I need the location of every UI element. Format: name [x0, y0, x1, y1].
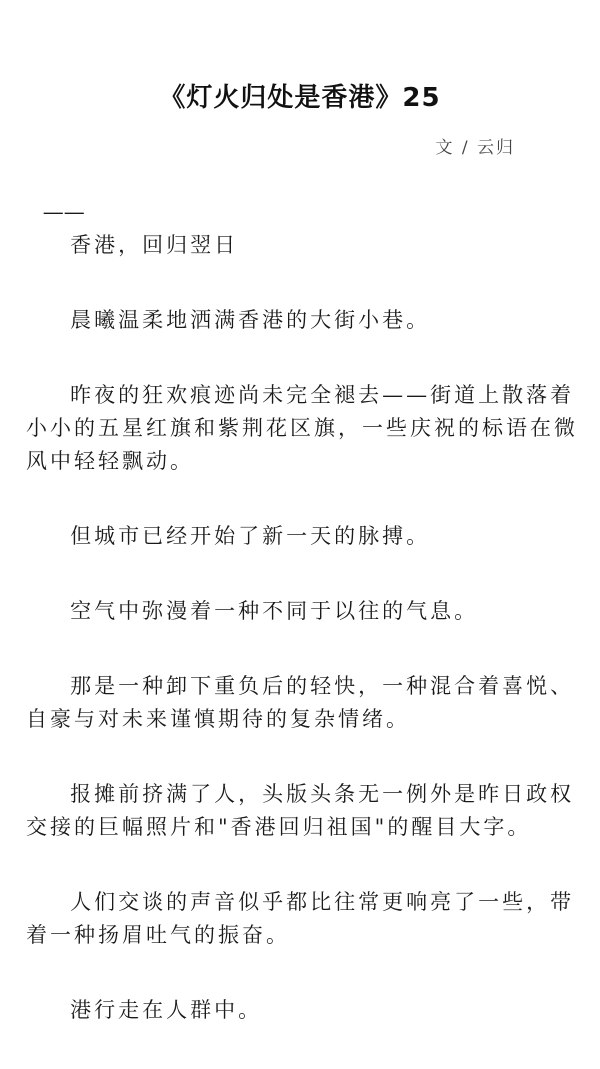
paragraph: 昨夜的狂欢痕迹尚未完全褪去——街道上散落着小小的五星红旗和紫荆花区旗，一些庆祝的标语在微风中轻轻飘动。 [26, 383, 578, 473]
paragraph: 报摊前挤满了人，头版头条无一例外是昨日政权交接的巨幅照片和"香港回归祖国"的醒目大字。 [26, 782, 575, 839]
paragraph: 晨曦温柔地洒满香港的大街小巷。 [70, 308, 431, 332]
page-title: 《灯火归处是香港》25 [159, 83, 441, 113]
author-byline: 文 / 云归 [435, 138, 515, 158]
paragraph: 香港，回归翌日 [70, 233, 239, 257]
article-body [26, 196, 586, 1069]
paragraph: 空气中弥漫着一种不同于以往的气息。 [70, 599, 479, 623]
paragraph: 但城市已经开始了新一天的脉搏。 [70, 524, 431, 548]
paragraph: 港行走在人群中。 [70, 998, 263, 1022]
paragraph: 那是一种卸下重负后的轻快，一种混合着喜悦、自豪与对未来谨慎期待的复杂情绪。 [26, 674, 575, 731]
paragraph: 人们交谈的声音似乎都比往常更响亮了一些，带着一种扬眉吐气的振奋。 [26, 890, 575, 947]
section-dash: —— [42, 200, 85, 224]
